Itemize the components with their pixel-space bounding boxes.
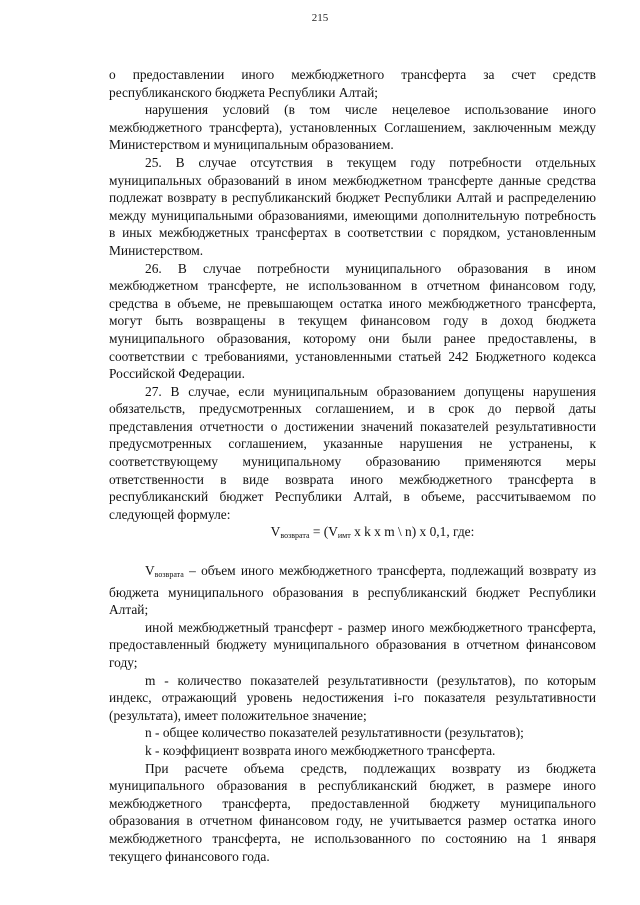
definition-n: n - общее количество показателей результативности (результатов);	[145, 725, 524, 741]
paragraph-2: нарушения условий (в том числе нецелевое использование иного межбюджетного трансферта), установленных Соглашением, заключенным между Министерством и муниципальным образованием.	[109, 102, 596, 153]
definition-imt: иной межбюджетный трансферт - размер иного межбюджетного трансферта, предоставленный бюджету муниципального образования в отчетном финансовом году;	[109, 619, 596, 670]
formula-rest: x k x m \ n) x 0,1, где:	[350, 524, 475, 540]
paragraph-26: 26. В случае потребности муниципального образования в ином межбюджетном трансферте, не использованном в отчетном финансовом году, средства в объеме, не превышающем остатка иного межбюджетного трансферта, могут быть возвращены в текущем финансовом году в доход бюджета муниципального образования, которому они были ранее предоставлены, в соответствии с требованиями, установленными статьей 242 Бюджетного кодекса Российской Федерации.	[109, 260, 596, 382]
formula-sub-imt: имт	[337, 531, 351, 541]
definition-v-return	[109, 562, 596, 619]
formula-v: V	[270, 524, 281, 540]
return-formula	[109, 523, 596, 545]
paragraph-calculation-note: При расчете объема средств, подлежащих возврату из бюджета муниципального образования в республиканский бюджет, в размере иного межбюджетного трансферта, предоставленной бюджету муниципального образования в отчетном финансовом году, не учитывается размер остатка иного межбюджетного трансферта, не использованного по состоянию на 1 января текущего финансового года.	[109, 760, 596, 864]
def-sub-return: возврата	[154, 570, 184, 580]
def-v: V	[145, 563, 155, 579]
spacer	[109, 545, 596, 562]
formula-sub-return: возврата	[280, 531, 310, 541]
formula-eq: = (V	[309, 524, 338, 540]
paragraph-1: о предоставлении иного межбюджетного трансферта за счет средств республиканского бюджета Республики Алтай;	[109, 67, 596, 100]
definition-m: m - количество показателей результативности (результатов), по которым индекс, отражающий уровень недостижения i-го показателя результативности (результата), имеет положительное значение;	[109, 672, 596, 723]
paragraph-27: 27. В случае, если муниципальным образованием допущены нарушения обязательств, предусмотренных соглашением, и в срок до первой даты представления отчетности о достижении значений показателей результативности предусмотренных соглашением, указанные нарушения не устранены, к соответствующему муниципальному образованию применяются меры ответственности в виде возврата иного межбюджетного трансферта в республиканский бюджет Республики Алтай, в объеме, рассчитываемом по следующей формуле:	[109, 383, 596, 522]
page-number: 215	[311, 12, 329, 24]
document-body	[109, 66, 596, 865]
def-v-text: – объем иного межбюджетного трансферта, подлежащий возврату из бюджета муниципального образования в республиканский бюджет Республики Алтай;	[109, 563, 596, 618]
paragraph-25: 25. В случае отсутствия в текущем году потребности отдельных муниципальных образований в ином межбюджетном трансферте данные средства подлежат возврату в республиканский бюджет Республики Алтай и распределению между муниципальными образованиями, имеющими дополнительную потребность в иных межбюджетных трансфертах в соответствии с порядком, установленным Министерством.	[109, 154, 596, 258]
definition-k: k - коэффициент возврата иного межбюджетного трансферта.	[145, 742, 496, 758]
